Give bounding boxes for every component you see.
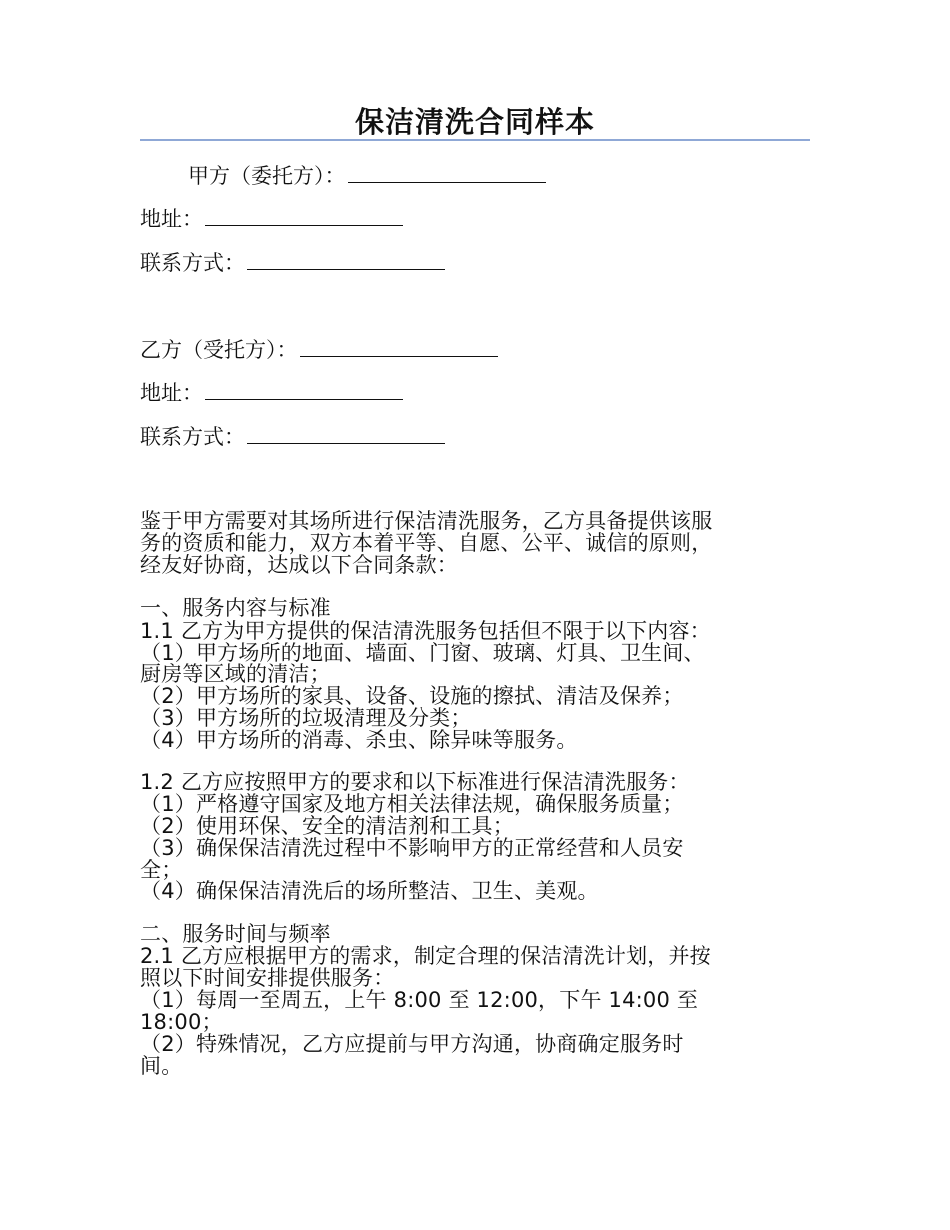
- clause-2-1-item: （1）每周一至周五，上午 8:00 至 12:00，下午 14:00 至: [140, 988, 699, 1012]
- clause-1-1-item: （2）甲方场所的家具、设备、设施的擦拭、清洁及保养；: [140, 684, 684, 708]
- party-b-label: 乙方（受托方）：: [140, 338, 298, 362]
- clause-2-1-item: （2）特殊情况，乙方应提前与甲方沟通，协商确定服务时: [140, 1032, 684, 1056]
- party-a-address-label: 地址：: [140, 207, 203, 231]
- party-a-name-blank: [348, 162, 546, 183]
- party-b-name-blank: [300, 336, 498, 357]
- party-a-contact-line: [140, 249, 445, 275]
- clause-1-1-item: （3）甲方场所的垃圾清理及分类；: [140, 706, 472, 730]
- party-b-contact-line: [140, 423, 445, 449]
- party-b-address-blank: [205, 379, 403, 400]
- document-title: 保洁清洗合同样本: [354, 105, 595, 139]
- clause-2-1-item: 18:00；: [140, 1010, 223, 1034]
- preamble-line: 鉴于甲方需要对其场所进行保洁清洗服务，乙方具备提供该服: [140, 509, 713, 533]
- clause-1-1-item: （4）甲方场所的消毒、杀虫、除异味等服务。: [140, 728, 578, 752]
- party-a-contact-blank: [247, 249, 445, 270]
- party-a-address-blank: [205, 205, 403, 226]
- clause-1-2-item: （1）严格遵守国家及地方相关法律法规，确保服务质量；: [140, 792, 684, 816]
- party-a-label: 甲方（委托方）：: [188, 164, 346, 188]
- clause-1-2: 1.2 乙方应按照甲方的要求和以下标准进行保洁清洗服务：: [140, 770, 690, 794]
- clause-2-1-item: 间。: [140, 1054, 183, 1078]
- party-b-address-line: [140, 379, 403, 405]
- party-b-contact-blank: [247, 423, 445, 444]
- clause-1-1: 1.1 乙方为甲方提供的保洁清洗服务包括但不限于以下内容：: [140, 619, 711, 643]
- clause-1-2-item: （3）确保保洁清洗过程中不影响甲方的正常经营和人员安: [140, 836, 684, 860]
- party-a-contact-label: 联系方式：: [140, 251, 245, 275]
- party-b-line: [140, 336, 498, 362]
- preamble-line: 务的资质和能力，双方本着平等、自愿、公平、诚信的原则，: [140, 531, 713, 555]
- title-underline: [140, 139, 810, 141]
- preamble-line: 经友好协商，达成以下合同条款：: [140, 553, 458, 577]
- clause-1-2-item: （2）使用环保、安全的清洁剂和工具；: [140, 814, 514, 838]
- party-a-address-line: [140, 205, 403, 231]
- section-1-heading: 一、服务内容与标准: [140, 596, 331, 620]
- clause-1-1-item: 厨房等区域的清洁；: [140, 662, 331, 686]
- clause-1-2-item: （4）确保保洁清洗后的场所整洁、卫生、美观。: [140, 879, 599, 903]
- clause-1-1-item: （1）甲方场所的地面、墙面、门窗、玻璃、灯具、卫生间、: [140, 641, 705, 665]
- clause-2-1: 2.1 乙方应根据甲方的需求，制定合理的保洁清洗计划，并按: [140, 944, 711, 968]
- party-b-contact-label: 联系方式：: [140, 425, 245, 449]
- party-b-address-label: 地址：: [140, 381, 203, 405]
- clause-2-1: 照以下时间安排提供服务：: [140, 966, 395, 990]
- party-a-line: [188, 162, 546, 188]
- section-2-heading: 二、服务时间与频率: [140, 922, 331, 946]
- clause-1-2-item: 全；: [140, 858, 183, 882]
